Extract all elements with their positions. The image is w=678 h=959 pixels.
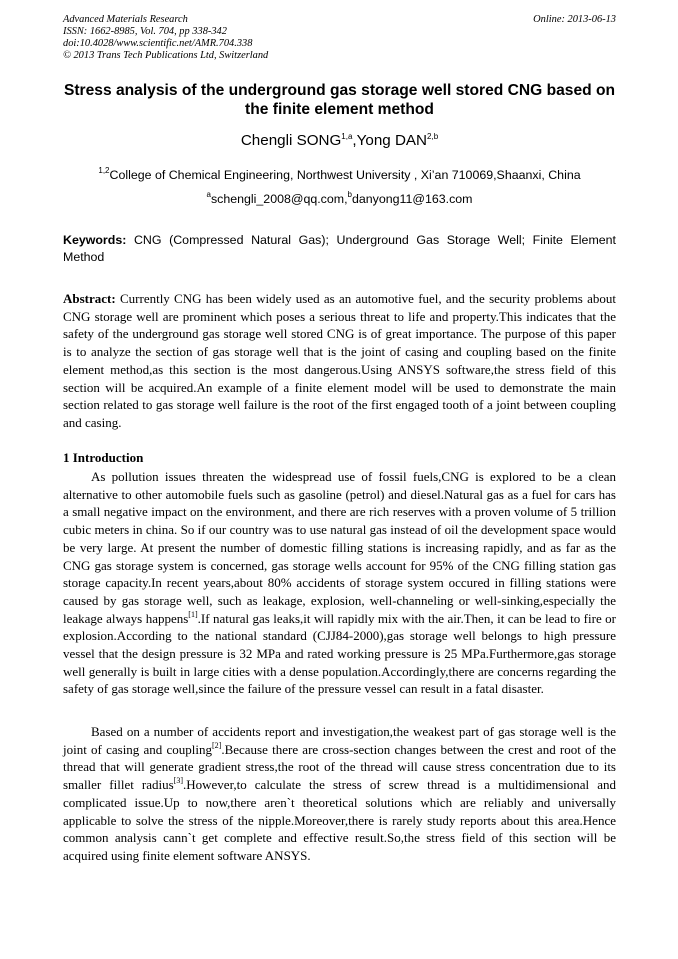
abstract-label: Abstract: [63, 291, 116, 306]
citation: [1] [188, 609, 198, 619]
paragraph [63, 723, 616, 865]
author-list [63, 131, 616, 150]
author-affiliation-mark: 1,a [341, 132, 353, 141]
paragraph-text: Based on a number of accidents report and investigation,the weakest part of gas storage well is the joint of casing and coupling [63, 724, 616, 757]
journal-header [63, 14, 616, 62]
email-mark: b [347, 190, 352, 199]
affiliation [63, 168, 616, 183]
journal-doi: doi:10.4028/www.scientific.net/AMR.704.338 [63, 38, 253, 49]
email-address: schengli_2008@qq.com, [210, 192, 348, 206]
keywords-label: Keywords: [63, 233, 127, 247]
journal-name: Advanced Materials Research [63, 14, 188, 25]
affiliation-mark: 1,2 [98, 166, 110, 175]
author-name: Yong DAN [356, 132, 428, 149]
keywords-text: CNG (Compressed Natural Gas); Underground Gas Storage Well; Finite Element Method [63, 233, 616, 264]
email-address: danyong11@163.com [351, 192, 473, 206]
email-mark: a [206, 190, 211, 199]
paragraph [63, 468, 616, 698]
journal-issn: ISSN: 1662-8985, Vol. 704, pp 338-342 [63, 26, 227, 37]
paragraph-text: .Because there are cross-section changes between the crest and root of the thread that will generate gradient stress,the root of the thread will cause stress concentration due to its smaller fillet radius [63, 741, 616, 793]
citation: [2] [212, 740, 222, 750]
online-date: Online: 2013-06-13 [533, 14, 616, 25]
author-name: Chengli SONG [240, 132, 342, 149]
paragraph-text: As pollution issues threaten the widespread use of fossil fuels,CNG is explored to be a clean alternative to other automobile fuels such as gasoline (petrol) and diesel.Natural gas as a fuel for cars has a small negative impact on the environment, and there are rich reserves with a proven volume of 5 trillion cubic meters in china. So if our country was to use natural gas instead of oil the development space would be very large. At present the number of domestic filling stations is increasing rapidly, and as far as the CNG gas storage system is concerned, gas storage wells account for 95% of the CNG filling station gas storage capacity.In recent years,about 80% accidents of storage system occured in filling stations were caused by gas storage well, such as leakage, explosion, well-channeling or well-sinking,especially the leakage always happens [63, 469, 616, 626]
paragraph-text: .If natural gas leaks,it will rapidly mix with the air.Then, it can be lead to fire or explosion.According to the national standard (CJJ84-2000),gas storage well belongs to high pressure vessel that the design pressure is 32 MPa and rated working pressure is 25 MPa.Furthermore,gas storage well generally is built in large cities with a dense population.Accordingly,there are concerns regarding the safety of gas storage well,since the failure of the pressure vessel can result in a fatal disaster. [63, 610, 616, 697]
paper-title: Stress analysis of the underground gas storage well stored CNG based on the finite element method [63, 82, 616, 118]
citation: [3] [173, 776, 183, 786]
keywords [63, 232, 616, 266]
author-emails [63, 192, 616, 207]
affiliation-text: College of Chemical Engineering, Northwest University , Xi’an 710069,Shaanxi, China [109, 168, 581, 182]
journal-copyright: © 2013 Trans Tech Publications Ltd, Switzerland [63, 50, 269, 61]
abstract [63, 290, 616, 432]
section-heading: 1 Introduction [63, 450, 144, 465]
author-affiliation-mark: 2,b [427, 132, 439, 141]
author-separator: , [352, 132, 357, 149]
paragraph-text: .However,to calculate the stress of screw thread is a multidimensional and complicated issue.Up to now,there aren`t theoretical solutions which are reliably and universally applicable to solve the stress of the nipple.Moreover,there is rarely study reports about this area.Hence common analysis cann`t get complete and effective result.So,the stress field of this section will be acquired using finite element software ANSYS. [63, 777, 616, 863]
abstract-text: Currently CNG has been widely used as an automotive fuel, and the security problems about CNG storage well are prominent which poses a serious threat to life and property.This indicates that the safety of the underground gas storage well stored CNG is of great importance. The purpose of this paper is to analyze the section of gas storage well that is the joint of casing and coupling based on the finite element method,as this section is the most dangerous.Using ANSYS software,the stress field of this section will be acquired.An example of a finite element model will be used to demonstrate the main section related to gas storage well failure is the root of the first engaged tooth of a joint between coupling and casing. [63, 291, 617, 430]
